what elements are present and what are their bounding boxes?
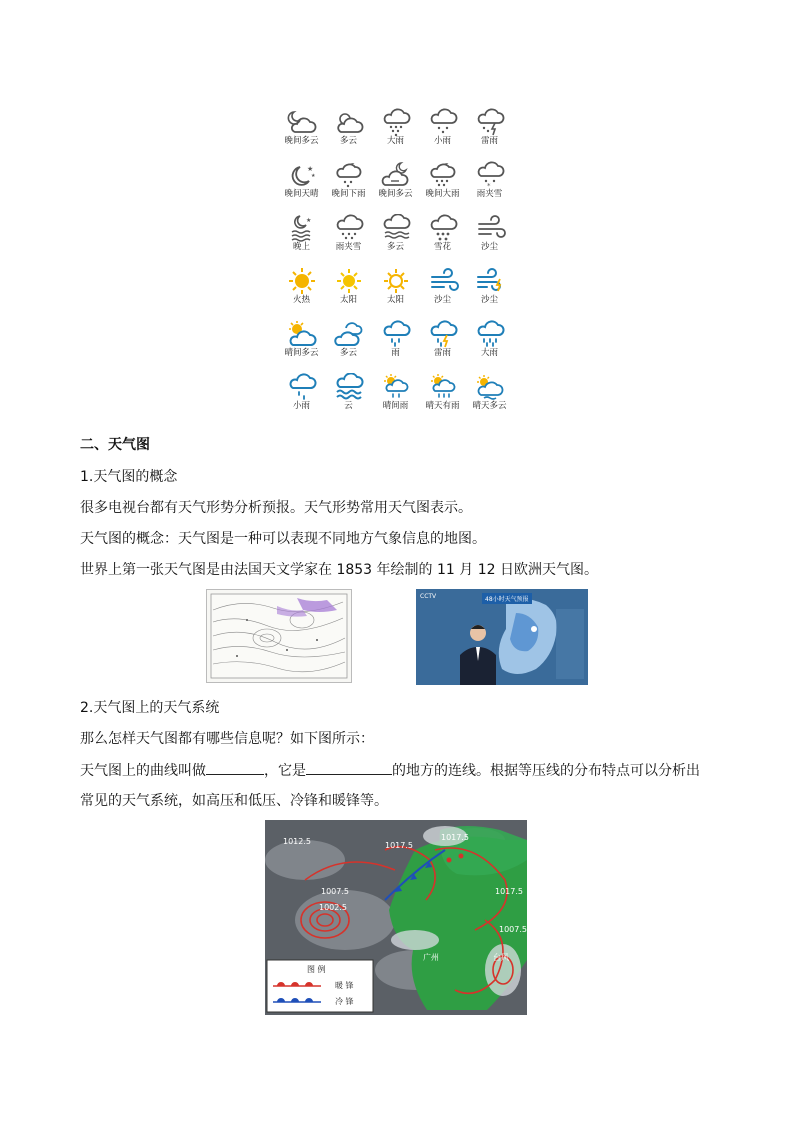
isobar-label: 1017.5: [495, 887, 523, 896]
icon-cell: [466, 104, 513, 156]
icon-label: 晴间雨: [382, 401, 409, 411]
section-heading: 二、天气图: [80, 437, 150, 453]
icon-label: 大雨: [386, 136, 404, 146]
isobar-label: 1017.5: [385, 841, 413, 850]
icon-row-5: [278, 316, 514, 368]
icon-cell: [325, 157, 372, 209]
icon-label: 雨夹雪: [476, 189, 503, 199]
icon-cell: [466, 263, 513, 315]
cloudy-icon: [332, 320, 366, 348]
icon-cell: [372, 104, 419, 156]
icon-label: 多云: [386, 242, 404, 252]
icon-label: 火热: [292, 295, 310, 305]
icon-label: 多云: [339, 136, 357, 146]
icon-label: 云: [344, 401, 353, 411]
isobar-label: 1012.5: [283, 837, 311, 846]
legend-title: 图 例: [307, 965, 326, 974]
icon-cell: [419, 263, 466, 315]
legend-warm-front-label: 暖 锋: [335, 981, 354, 990]
sleet-icon: [473, 161, 507, 189]
city-label: 广州: [423, 953, 439, 962]
dust-wind-lightning-icon: [473, 267, 507, 295]
icon-label: 沙尘: [433, 295, 451, 305]
icon-cell: [278, 369, 325, 421]
svg-text:★: ★: [306, 165, 313, 173]
icon-cell: [419, 369, 466, 421]
icon-cell: [372, 157, 419, 209]
sun-cloud-icon: [332, 108, 366, 136]
svg-text:★: ★: [305, 217, 311, 224]
cloud-fog-icon: [379, 214, 413, 242]
night-rain-icon: [332, 161, 366, 189]
isobar-label: 1017.5: [441, 833, 469, 842]
icon-cell: [419, 316, 466, 368]
night-heavy-rain-icon: [426, 161, 460, 189]
icon-row-2: [278, 157, 514, 209]
isobar-satellite-map: [265, 820, 527, 1015]
isobar-label: 1007.5: [321, 887, 349, 896]
icon-cell: [278, 316, 325, 368]
historic-weather-map-image: [206, 589, 352, 683]
icon-cell: [466, 369, 513, 421]
hot-sun-icon: [285, 267, 319, 295]
icon-label: 太阳: [386, 295, 404, 305]
icon-cell: [278, 104, 325, 156]
paragraph: 常见的天气系统，如高压和低压、冷锋和暖锋等。: [80, 793, 388, 809]
fill-in-paragraph: [80, 760, 700, 781]
sun-rain-icon: [379, 373, 413, 401]
paragraph: 天气图的概念：天气图是一种可以表现不同地方气象信息的地图。: [80, 531, 486, 547]
sun-icon: [332, 267, 366, 295]
icon-label: 雨: [391, 348, 400, 358]
icon-label: 大雨: [480, 348, 498, 358]
sunny-rain-icon: [426, 373, 460, 401]
icon-label: 晚间大雨: [425, 189, 460, 199]
icon-cell: [466, 210, 513, 262]
icon-label: 晚间多云: [284, 136, 319, 146]
sun-behind-cloud-icon: [285, 320, 319, 348]
icon-label: 晴天有雨: [425, 401, 460, 411]
icon-cell: [325, 316, 372, 368]
icon-cell: [278, 263, 325, 315]
icon-label: 小雨: [292, 401, 310, 411]
icon-row-3: [278, 210, 514, 262]
icon-label: 晚间多云: [378, 189, 413, 199]
isobar-label: 1002.5: [319, 903, 347, 912]
icon-cell: [419, 210, 466, 262]
thunderstorm-icon: [426, 320, 460, 348]
text-fragment: 天气图上的曲线叫做: [80, 763, 206, 779]
icon-cell: [325, 104, 372, 156]
icon-cell: [466, 157, 513, 209]
thunderstorm-icon: [473, 108, 507, 136]
dust-wind-icon: [426, 267, 460, 295]
icon-label: 沙尘: [480, 242, 498, 252]
icon-label: 雪花: [433, 242, 451, 252]
tv-channel-logo: CCTV: [420, 593, 437, 600]
icon-label: 晚间下雨: [331, 189, 366, 199]
sleet-icon: [332, 214, 366, 242]
subheading-concept: 1.天气图的概念: [80, 469, 178, 485]
paragraph: 很多电视台都有天气形势分析预报。天气形势常用天气图表示。: [80, 500, 472, 516]
tv-forecast-banner: 48小时天气预报: [482, 593, 532, 604]
icon-label: 晴间多云: [284, 348, 319, 358]
legend-cold-front-label: 冷 锋: [335, 997, 354, 1006]
icon-label: 多云: [339, 348, 357, 358]
paragraph: 世界上第一张天气图是由法国天文学家在 1853 年绘制的 11 月 12 日欧洲天气图。: [80, 562, 598, 578]
icon-cell: [325, 210, 372, 262]
answer-blank-1[interactable]: [206, 760, 264, 775]
icon-cell: [372, 316, 419, 368]
typhoon-label: 台风: [493, 953, 509, 962]
icon-row-6: [278, 369, 514, 421]
icon-cell: [372, 263, 419, 315]
icon-label: 小雨: [433, 136, 451, 146]
icon-cell: [466, 316, 513, 368]
sunny-cloudy-icon: [473, 373, 507, 401]
icon-cell: [372, 369, 419, 421]
answer-blank-2[interactable]: [306, 760, 392, 775]
icon-label: 晚间天晴: [284, 189, 319, 199]
icon-label: 沙尘: [480, 295, 498, 305]
icon-cell: [278, 157, 325, 209]
isobar-label: 1007.5: [499, 925, 527, 934]
svg-text:*: *: [486, 182, 490, 189]
isobar-map-drawing: [265, 820, 527, 1015]
light-rain-icon: [285, 373, 319, 401]
paragraph: 那么怎样天气图都有哪些信息呢？如下图所示：: [80, 731, 374, 747]
icon-label: 雷雨: [433, 348, 451, 358]
moon-cloud-icon: [285, 108, 319, 136]
moon-stars-icon: [285, 161, 319, 189]
icon-row-4: [278, 263, 514, 315]
icon-label: 晴天多云: [472, 401, 507, 411]
dust-wind-icon: [473, 214, 507, 242]
icon-label: 晚上: [292, 242, 310, 252]
subheading-systems: 2.天气图上的天气系统: [80, 700, 220, 716]
icon-label: 太阳: [339, 295, 357, 305]
snow-icon: [426, 214, 460, 242]
icon-cell: [325, 263, 372, 315]
cloud-waves-icon: [332, 373, 366, 401]
night-cloudy-icon: [379, 161, 413, 189]
icon-cell: [419, 157, 466, 209]
text-fragment: ，它是: [264, 763, 306, 779]
icon-cell: [278, 210, 325, 262]
rain-icon: [379, 320, 413, 348]
heavy-rain-icon: [379, 108, 413, 136]
weather-map-sketch: [207, 590, 351, 682]
icon-cell: [325, 369, 372, 421]
icon-cell: [372, 210, 419, 262]
svg-text:★: ★: [310, 173, 315, 179]
icon-row-1: [278, 104, 514, 156]
text-fragment: 的地方的连线。根据等压线的分布特点可以分析出: [392, 763, 700, 779]
icon-cell: [419, 104, 466, 156]
tv-weather-forecast-image: [416, 589, 588, 685]
night-fog-icon: [285, 214, 319, 242]
light-rain-icon: [426, 108, 460, 136]
icon-label: 雷雨: [480, 136, 498, 146]
icon-label: 雨夹雪: [335, 242, 362, 252]
sun-outline-icon: [379, 267, 413, 295]
heavy-rain-icon: [473, 320, 507, 348]
